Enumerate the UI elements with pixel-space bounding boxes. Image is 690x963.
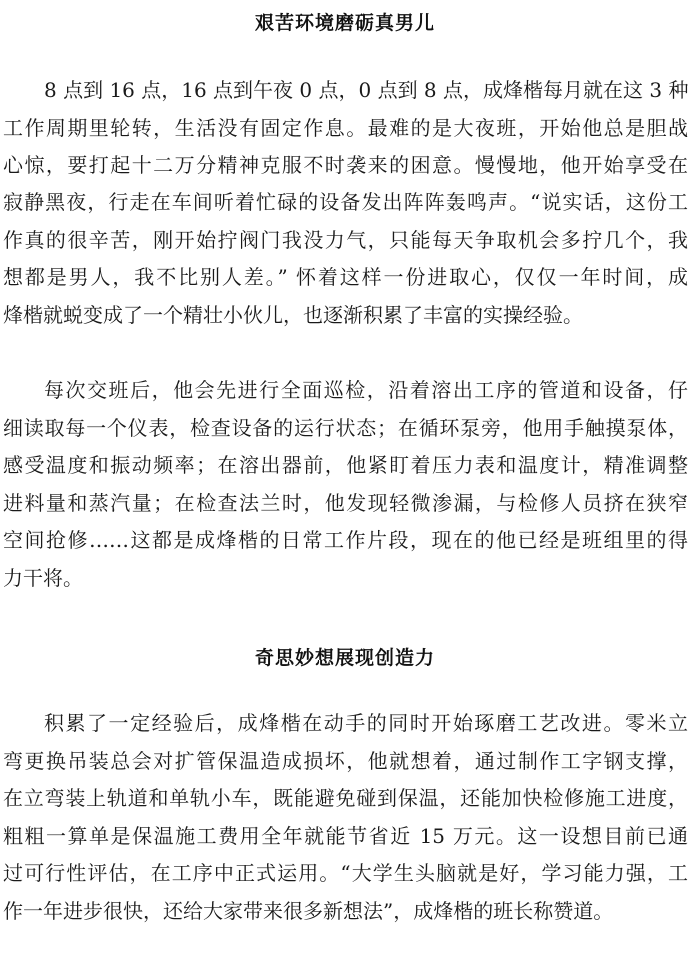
text-line: 8 点到 16 点，16 点到午夜 0 点，0 点到 8 点，成烽楷每月就在这 3 种	[44, 78, 688, 102]
text-line: 烽楷就蜕变成了一个精壮小伙儿，也逐渐积累了丰富的实操经验。	[3, 303, 583, 327]
text-line: 粗粗一算单是保温施工费用全年就能节省近 15 万元。这一设想目前已通	[3, 824, 688, 848]
text-line: 过可行性评估，在工序中正式运用。“大学生头脑就是好，学习能力强，工	[3, 861, 688, 885]
text-line: 空间抢修……这都是成烽楷的日常工作片段，现在的他已经是班组里的得	[3, 528, 688, 552]
text-line: 弯更换吊装总会对扩管保温造成损坏，他就想着，通过制作工字钢支撑，	[3, 749, 688, 773]
text-line: 积累了一定经验后，成烽楷在动手的同时开始琢磨工艺改进。零米立	[44, 711, 688, 735]
text-line: 感受温度和振动频率；在溶出器前，他紧盯着压力表和温度计，精准调整	[3, 453, 688, 477]
text-line: 作真的很辛苦，刚开始拧阀门我没力气，只能每天争取机会多拧几个，我	[3, 228, 688, 252]
text-line: 工作周期里轮转，生活没有固定作息。最难的是大夜班，开始他总是胆战	[3, 116, 688, 140]
text-line: 在立弯装上轨道和单轨小车，既能避免碰到保温，还能加快检修施工进度，	[3, 786, 688, 810]
text-line: 作一年进步很快，还给大家带来很多新想法”，成烽楷的班长称赞道。	[3, 899, 614, 923]
section-heading: 艰苦环境磨砺真男儿	[254, 12, 435, 34]
text-line: 进料量和蒸汽量；在检查法兰时，他发现轻微渗漏，与检修人员挤在狭窄	[3, 491, 688, 515]
text-line: 细读取每一个仪表，检查设备的运行状态；在循环泵旁，他用手触摸泵体，	[3, 416, 688, 440]
text-line: 寂静黑夜，行走在车间听着忙碌的设备发出阵阵轰鸣声。“说实话，这份工	[3, 190, 688, 214]
text-line: 每次交班后，他会先进行全面巡检，沿着溶出工序的管道和设备，仔	[44, 378, 688, 402]
section-heading: 奇思妙想展现创造力	[254, 647, 435, 669]
text-line: 力干将。	[3, 566, 83, 590]
text-line: 想都是男人，我不比别人差。” 怀着这样一份进取心，仅仅一年时间，成	[3, 265, 688, 289]
text-line: 心惊，要打起十二万分精神克服不时袭来的困意。慢慢地，他开始享受在	[3, 153, 688, 177]
